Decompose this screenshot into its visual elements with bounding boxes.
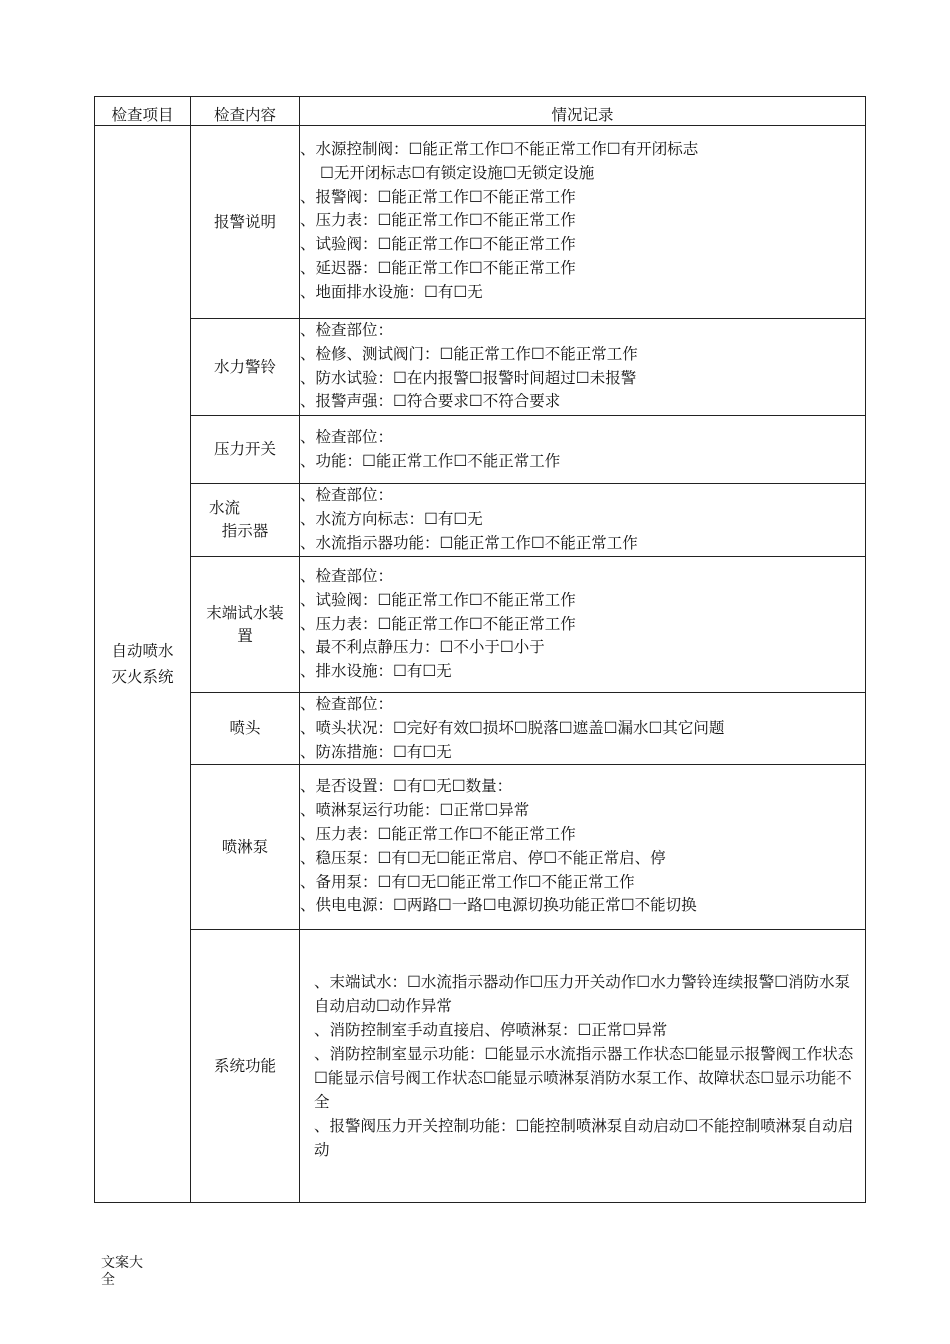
content-label: 末端试水装 bbox=[206, 603, 284, 622]
table-row bbox=[95, 319, 866, 416]
record-cell bbox=[300, 484, 866, 557]
inspection-table bbox=[94, 96, 866, 1203]
record-line: 、试验阀：☐能正常工作☐不能正常工作 bbox=[300, 235, 576, 254]
header-record: 情况记录 bbox=[300, 97, 866, 126]
content-label: 喷淋泵 bbox=[221, 837, 269, 856]
record-paragraph: 、消防控制室手动直接启、停喷淋泵：☐正常☐异常 bbox=[314, 1021, 668, 1040]
footer-line: 全 bbox=[101, 1272, 115, 1288]
record-line: 、喷淋泵运行功能：☐正常☐异常 bbox=[300, 801, 530, 820]
content-label: 水流 bbox=[209, 499, 241, 517]
record-line: 、检查部位： bbox=[300, 695, 394, 713]
content-label: 指示器 bbox=[221, 522, 269, 540]
record-line: 、检查部位： bbox=[300, 486, 394, 504]
content-label: 喷头 bbox=[229, 719, 261, 738]
record-line: ☐无开闭标志☐有锁定设施☐无锁定设施 bbox=[320, 163, 595, 182]
table-row bbox=[95, 765, 866, 930]
table-row bbox=[95, 416, 866, 484]
record-line: 、防冻措施：☐有☐无 bbox=[300, 742, 452, 761]
table-row bbox=[95, 484, 866, 557]
record-cell bbox=[300, 416, 866, 484]
record-line: 、排水设施：☐有☐无 bbox=[300, 662, 452, 681]
content-label: 系统功能 bbox=[213, 1056, 276, 1075]
record-paragraph: 、末端试水：☐水流指示器动作☐压力开关动作☐水力警铃连续报警☐消防水泵自动启动☐动作异常 bbox=[314, 973, 851, 1016]
record-cell bbox=[300, 557, 866, 693]
content-cell bbox=[191, 765, 300, 930]
content-label: 报警说明 bbox=[213, 212, 276, 231]
record-line: 、最不利点静压力：☐不小于☐小于 bbox=[300, 638, 545, 657]
record-line: 、稳压泵：☐有☐无☐能正常启、停☐不能正常启、停 bbox=[300, 848, 666, 867]
record-line: 、水源控制阀：☐能正常工作☐不能正常工作☐有开闭标志 bbox=[300, 140, 699, 158]
record-cell bbox=[300, 126, 866, 319]
record-line: 、供电电源：☐两路☐一路☐电源切换功能正常☐不能切换 bbox=[300, 896, 697, 915]
record-line: 、是否设置：☐有☐无☐数量： bbox=[300, 777, 513, 796]
record-line: 、检查部位： bbox=[300, 567, 394, 585]
header-inspection-content: 检查内容 bbox=[191, 97, 300, 126]
record-cell bbox=[300, 693, 866, 765]
footer-line: 文案大 bbox=[101, 1255, 143, 1271]
record-line: 、防水试验：☐在内报警☐报警时间超过☐未报警 bbox=[300, 368, 637, 387]
content-label: 压力开关 bbox=[213, 440, 276, 458]
record-paragraph: 、消防控制室显示功能：☐能显示水流指示器工作状态☐能显示报警阀工作状态☐能显示信号阀工作状态☐能显示喷淋泵消防水泵工作、故障状态☐显示功能不全 bbox=[314, 1045, 854, 1112]
table-header-row bbox=[95, 97, 866, 126]
header-inspection-item: 检查项目 bbox=[95, 97, 191, 126]
item-line: 灭火系统 bbox=[111, 668, 174, 687]
record-line: 、喷头状况：☐完好有效☐损坏☐脱落☐遮盖☐漏水☐其它问题 bbox=[300, 718, 725, 737]
record-cell bbox=[300, 319, 866, 416]
record-line: 、检查部位： bbox=[300, 428, 394, 446]
content-cell bbox=[191, 416, 300, 484]
content-cell bbox=[191, 126, 300, 319]
table-row bbox=[95, 557, 866, 693]
record-line: 、地面排水设施：☐有☐无 bbox=[300, 282, 483, 301]
content-cell bbox=[191, 319, 300, 416]
record-cell bbox=[300, 930, 866, 1203]
content-cell bbox=[191, 930, 300, 1203]
table-row bbox=[95, 693, 866, 765]
record-line: 、功能：☐能正常工作☐不能正常工作 bbox=[300, 451, 561, 470]
content-cell bbox=[191, 693, 300, 765]
inspection-item-cell bbox=[95, 126, 191, 1203]
content-label: 置 bbox=[237, 626, 253, 645]
record-paragraph: 、报警阀压力开关控制功能：☐能控制喷淋泵自动启动☐不能控制喷淋泵自动启动 bbox=[314, 1117, 854, 1160]
record-line: 、报警声强：☐符合要求☐不符合要求 bbox=[300, 392, 561, 411]
content-label: 水力警铃 bbox=[213, 357, 276, 376]
content-cell bbox=[191, 557, 300, 693]
footer-note bbox=[101, 1255, 151, 1289]
record-line: 、压力表：☐能正常工作☐不能正常工作 bbox=[300, 211, 576, 230]
record-line: 、备用泵：☐有☐无☐能正常工作☐不能正常工作 bbox=[300, 872, 635, 891]
record-line: 、压力表：☐能正常工作☐不能正常工作 bbox=[300, 824, 576, 843]
record-line: 、水流方向标志：☐有☐无 bbox=[300, 509, 483, 528]
record-line: 、压力表：☐能正常工作☐不能正常工作 bbox=[300, 614, 576, 633]
record-line: 、报警阀：☐能正常工作☐不能正常工作 bbox=[300, 187, 576, 206]
item-line: 自动喷水 bbox=[111, 642, 174, 661]
table-row bbox=[95, 930, 866, 1203]
record-line: 、检查部位： bbox=[300, 321, 394, 339]
record-line: 、试验阀：☐能正常工作☐不能正常工作 bbox=[300, 590, 576, 609]
record-line: 、水流指示器功能：☐能正常工作☐不能正常工作 bbox=[300, 533, 638, 552]
record-line: 、延迟器：☐能正常工作☐不能正常工作 bbox=[300, 258, 576, 277]
content-cell bbox=[191, 484, 300, 557]
table-row bbox=[95, 126, 866, 319]
record-line: 、检修、测试阀门：☐能正常工作☐不能正常工作 bbox=[300, 344, 638, 363]
record-cell bbox=[300, 765, 866, 930]
